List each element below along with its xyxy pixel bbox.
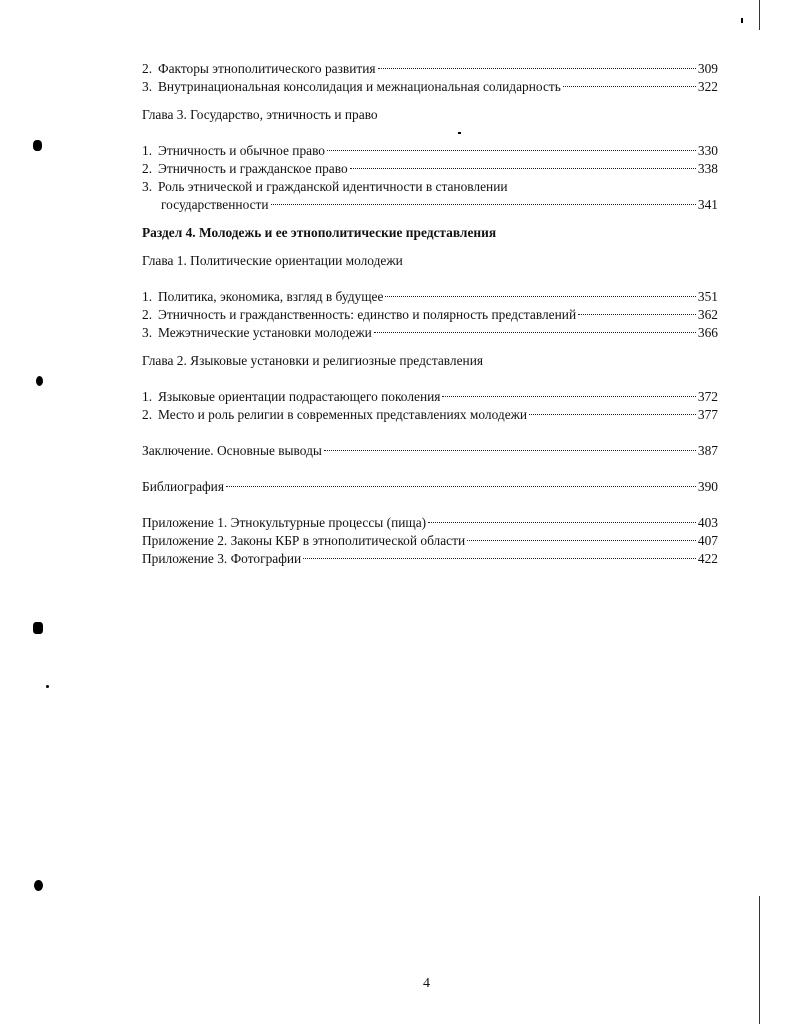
dot-leader	[385, 296, 695, 297]
toc-entry-title: Библиография	[142, 479, 225, 494]
dot-leader	[226, 486, 696, 487]
scan-speck	[46, 685, 49, 688]
chapter-heading: Глава 3. Государство, этничность и право	[142, 107, 378, 122]
dot-leader	[428, 522, 696, 523]
toc-entry-title: Роль этнической и гражданской идентичности в становлении	[158, 179, 508, 194]
toc-entry-title: государственности	[161, 197, 269, 212]
toc-entry[interactable]: 1. Языковые ориентации подрастающего поколения 372	[142, 389, 718, 404]
toc-entry-appendix[interactable]	[142, 532, 718, 550]
toc-entry-title: Приложение 1. Этнокультурные процессы (пища)	[142, 515, 427, 530]
toc-entry[interactable]: 2. Этничность и гражданское право 338	[142, 161, 718, 176]
toc-entry-bibliography[interactable]	[142, 478, 718, 496]
scan-edge-line	[759, 896, 760, 1024]
toc-entry-title: Внутринациональная консолидация и межнациональная солидарность	[158, 79, 561, 94]
toc-entry-title: Межэтнические установки молодежи	[158, 325, 372, 340]
toc-page-number: 309	[697, 61, 718, 76]
toc-entry[interactable]: 2. Факторы этнополитического развития 309	[142, 61, 718, 76]
toc-entry-title: Этничность и гражданственность: единство и полярность представлений	[158, 307, 577, 322]
dot-leader	[350, 168, 696, 169]
dot-leader	[578, 314, 696, 315]
toc-page-number: 351	[697, 289, 718, 304]
toc-page-number: 338	[697, 161, 718, 176]
scan-speck	[36, 376, 43, 386]
toc-page-number: 407	[697, 533, 718, 548]
toc-entry-conclusion[interactable]	[142, 442, 718, 460]
toc-entry-title: Заключение. Основные выводы	[142, 443, 322, 458]
scan-speck	[33, 140, 42, 151]
scan-speck	[741, 18, 743, 23]
toc-entry[interactable]: 3. Межэтнические установки молодежи 366	[142, 325, 718, 340]
toc-entry-appendix[interactable]	[142, 550, 718, 568]
section-heading: Раздел 4. Молодежь и ее этнополитические представления	[142, 225, 497, 240]
dot-leader	[303, 558, 696, 559]
toc-page-number: 422	[697, 551, 718, 566]
toc-entry-appendix[interactable]	[142, 514, 718, 532]
toc-entry-title: Факторы этнополитического развития	[158, 61, 376, 76]
toc-entry-title: Этничность и обычное право	[158, 143, 326, 158]
dot-leader	[271, 204, 696, 205]
toc-entry-title: Приложение 3. Фотографии	[142, 551, 302, 566]
scan-speck	[33, 622, 43, 634]
toc-entry-title: Приложение 2. Законы КБР в этнополитической области	[142, 533, 466, 548]
dot-leader	[327, 150, 696, 151]
toc-page-number: 362	[697, 307, 718, 322]
toc-page-number: 372	[697, 389, 718, 404]
dot-leader	[467, 540, 696, 541]
toc-entry[interactable]: 3. Роль этнической и гражданской идентичности в становлении	[142, 179, 508, 194]
chapter-heading: Глава 1. Политические ориентации молодежи	[142, 253, 403, 268]
dot-leader	[442, 396, 695, 397]
toc-entry-title: Политика, экономика, взгляд в будущее	[158, 289, 384, 304]
toc-page-number: 390	[697, 479, 718, 494]
toc-entry[interactable]: 3. Внутринациональная консолидация и межнациональная солидарность 322	[142, 79, 718, 94]
chapter-heading: Глава 2. Языковые установки и религиозные представления	[142, 353, 484, 368]
toc-entry[interactable]: 1. Этничность и обычное право 330	[142, 143, 718, 158]
toc-entry-continuation[interactable]	[142, 196, 718, 214]
toc-entry[interactable]: 2. Место и роль религии в современных представлениях молодежи 377	[142, 407, 718, 422]
dot-leader	[374, 332, 696, 333]
toc-entry-title: Место и роль религии в современных представлениях молодежи	[158, 407, 528, 422]
scan-edge-line	[759, 0, 760, 30]
toc-page-number: 330	[697, 143, 718, 158]
toc-entry-title: Этничность и гражданское право	[158, 161, 348, 176]
toc-entry-title: Языковые ориентации подрастающего поколения	[158, 389, 441, 404]
scan-speck	[34, 880, 43, 891]
toc-page-number: 341	[697, 197, 718, 212]
dot-leader	[563, 86, 696, 87]
toc-page-number: 366	[697, 325, 718, 340]
toc-entry[interactable]: 1. Политика, экономика, взгляд в будущее 351	[142, 289, 718, 304]
table-of-contents	[142, 60, 718, 568]
dot-leader	[529, 414, 696, 415]
toc-page-number: 322	[697, 79, 718, 94]
toc-page-number: 377	[697, 407, 718, 422]
toc-page-number: 403	[697, 515, 718, 530]
toc-page-number: 387	[697, 443, 718, 458]
dot-leader	[324, 450, 696, 451]
toc-entry[interactable]: 2. Этничность и гражданственность: единство и полярность представлений 362	[142, 307, 718, 322]
page-number: 4	[423, 976, 430, 991]
dot-leader	[378, 68, 696, 69]
